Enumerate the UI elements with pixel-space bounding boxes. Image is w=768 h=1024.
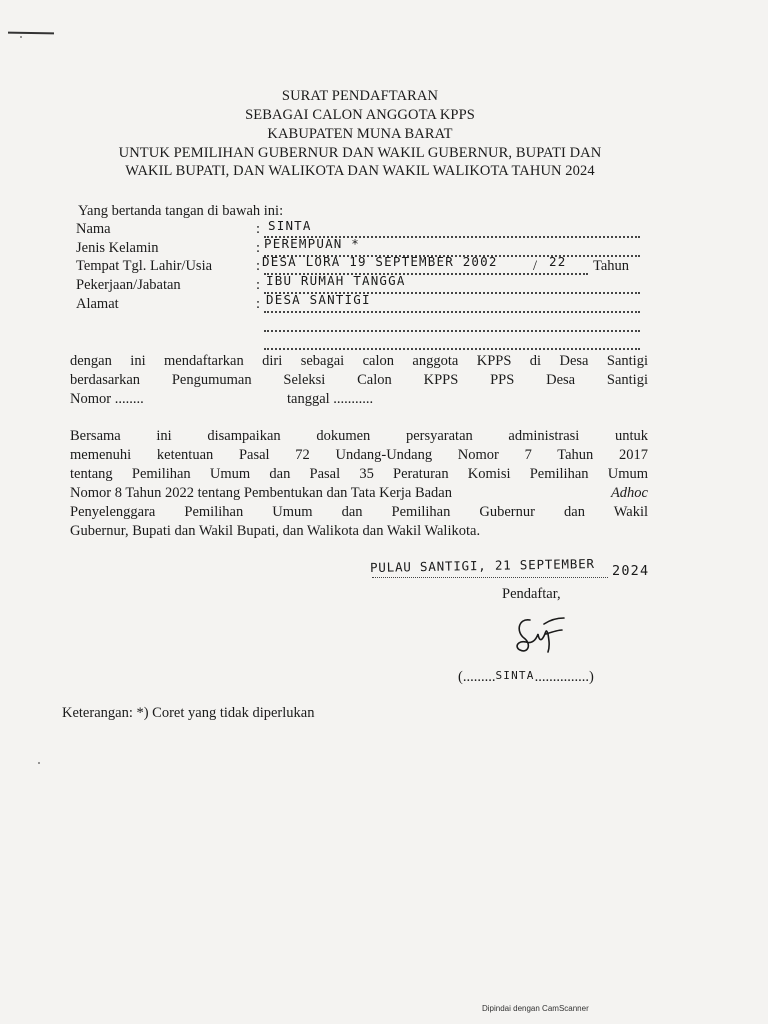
note-text: Keterangan: *) Coret yang tidak diperlukan [62,705,315,721]
signature-name-open: (......... [458,669,496,685]
value-alamat: DESA SANTIGI [266,292,371,307]
signature-name-line [458,668,594,686]
para2-line-4-text: Nomor 8 Tahun 2022 tentang Pembentukan dan Tata Kerja Badan [70,485,452,501]
value-nama: SINTA [268,218,312,233]
title-line-3: KABUPATEN MUNA BARAT [267,126,453,142]
colon-ttl: : [256,258,261,274]
intro-text: Yang bertanda tangan di bawah ini: [78,203,284,219]
label-pekerjaan: Pekerjaan/Jabatan [76,277,181,293]
slash-ttl: / [533,258,538,274]
para2-line-4-adhoc: Adhoc [610,485,648,501]
para2-line-1: Bersama ini disampaikan dokumen persyaratan administrasi untuk [70,428,648,444]
para2-line-4 [70,485,648,502]
handwritten-signature [508,612,572,658]
scan-speck [38,762,40,764]
colon-nama: : [256,221,261,237]
colon-alamat: : [256,296,261,312]
value-usia: 22 [549,254,567,269]
value-ttl: DESA LORA 19 SEPTEMBER 2002 [262,254,498,269]
title-line-4: UNTUK PEMILIHAN GUBERNUR DAN WAKIL GUBERNUR, BUPATI DAN [118,145,602,161]
value-jenis-kelamin: PEREMPUAN * [264,236,360,251]
dotted-line-alamat-2 [264,330,640,332]
signature-name-close: ...............) [534,669,594,685]
signature-role: Pendaftar, [502,586,561,602]
scan-speck [20,36,22,38]
para2-line-3: tentang Pemilihan Umum dan Pasal 35 Peraturan Komisi Pemilihan Umum [70,466,648,482]
scan-mark [8,32,54,35]
para2-line-6: Gubernur, Bupati dan Wakil Bupati, dan Walikota dan Wakil Walikota. [70,523,481,539]
para2-line-5: Penyelenggara Pemilihan Umum dan Pemilihan Gubernur dan Wakil [70,504,648,520]
signature-name: SINTA [495,669,535,682]
label-tahun: Tahun [593,258,630,274]
label-nama: Nama [76,221,111,237]
dotted-line-alamat-3 [264,348,640,350]
colon-pekerjaan: : [256,277,261,293]
signature-place-date: PULAU SANTIGI, 21 SEPTEMBER [369,556,595,575]
para1-nomor: Nomor ........ [70,391,144,407]
label-ttl: Tempat Tgl. Lahir/Usia [76,258,213,274]
dotted-line-alamat-1 [264,311,640,313]
scanner-footer: Dipindai dengan CamScanner [482,1004,589,1013]
para1-line-1: dengan ini mendaftarkan diri sebagai calon anggota KPPS di Desa Santigi [70,353,648,369]
dotted-line-place-date [372,577,608,578]
para1-line-2: berdasarkan Pengumuman Seleksi Calon KPPS PPS Desa Santigi [70,372,648,388]
title-line-2: SEBAGAI CALON ANGGOTA KPPS [245,107,475,123]
label-jenis-kelamin: Jenis Kelamin [76,240,159,256]
colon-jenis-kelamin: : [256,240,261,256]
para1-tanggal: tanggal ........... [287,391,374,407]
label-alamat: Alamat [76,296,119,312]
title-line-5: WAKIL BUPATI, DAN WALIKOTA DAN WAKIL WALIKOTA TAHUN 2024 [125,163,595,179]
para2-line-2: memenuhi ketentuan Pasal 72 Undang-Undang Nomor 7 Tahun 2017 [70,447,648,463]
value-pekerjaan: IBU RUMAH TANGGA [266,273,406,288]
signature-year: 2024 [612,563,650,579]
title-line-1: SURAT PENDAFTARAN [281,88,439,104]
